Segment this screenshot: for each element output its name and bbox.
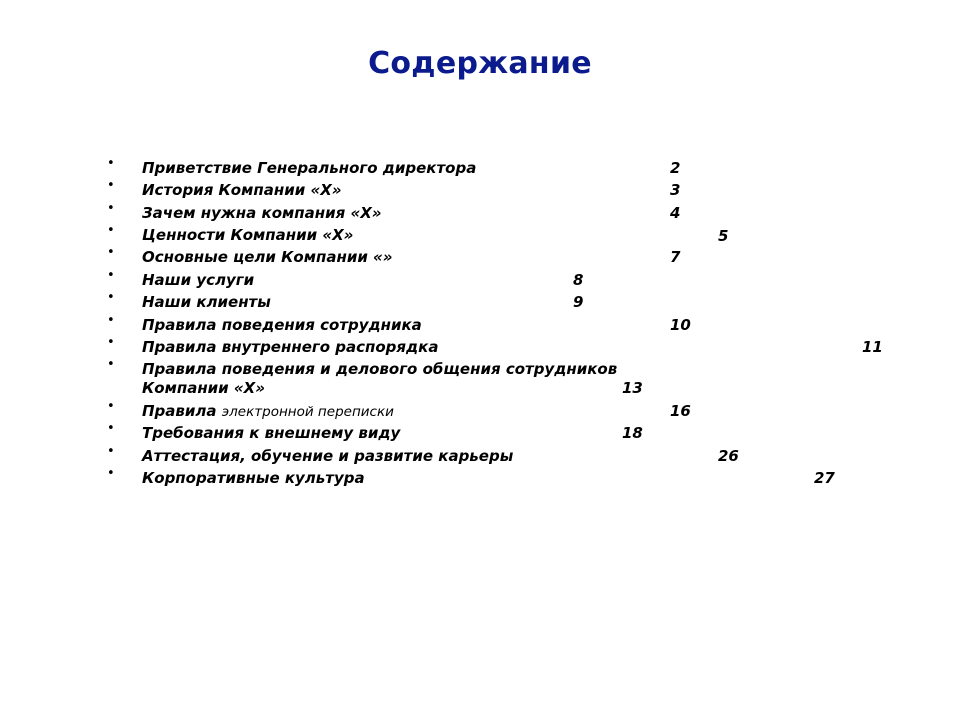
toc-entry-label (142, 360, 617, 398)
bullet-icon: • (107, 421, 115, 436)
bullet-icon: • (107, 245, 115, 260)
toc-entry-page: 18 (622, 424, 643, 442)
toc-entry-label-small: электронной переписки (221, 404, 394, 420)
toc-entry-page: 26 (718, 447, 739, 465)
toc-entry (0, 223, 960, 248)
toc-entry-page: 7 (670, 248, 681, 266)
toc-entry-label: Наши клиенты (142, 293, 271, 311)
bullet-icon: • (107, 335, 115, 350)
toc-entry-label: Основные цели Компании «» (142, 248, 393, 266)
toc-entry-label: Аттестация, обучение и развитие карьеры (142, 447, 514, 465)
toc-entry (0, 290, 960, 315)
toc-entry-label-line1: Правила поведения и делового общения сотрудников (142, 360, 618, 378)
toc-entry-label: Зачем нужна компания «Х» (142, 204, 382, 222)
toc-entry-page: 5 (718, 227, 729, 245)
toc-entry-page: 13 (622, 379, 643, 397)
toc-entry-page: 10 (670, 316, 691, 334)
toc-entry-label: История Компании «Х» (142, 181, 342, 199)
toc-entry-label: Правила поведения сотрудника (142, 316, 422, 334)
bullet-icon: • (107, 178, 115, 193)
toc-entry-page: 8 (573, 271, 584, 289)
bullet-icon: • (107, 201, 115, 216)
toc-entry-page: 2 (670, 159, 681, 177)
toc-entry (0, 399, 960, 424)
toc-entry-label: Корпоративные культура (142, 469, 365, 487)
bullet-icon: • (107, 290, 115, 305)
toc-entry (0, 357, 960, 402)
bullet-icon: • (107, 444, 115, 459)
toc-entry (0, 421, 960, 446)
toc-entry-page: 4 (670, 204, 681, 222)
bullet-icon: • (107, 156, 115, 171)
toc-entry-label: Правила внутреннего распорядка (142, 338, 439, 356)
toc-entry-label: Ценности Компании «Х» (142, 226, 354, 244)
toc-entry-label (142, 402, 394, 421)
toc-entry (0, 201, 960, 226)
toc-entry-page: 9 (573, 293, 584, 311)
toc-entry (0, 335, 960, 360)
toc-entry (0, 245, 960, 270)
bullet-icon: • (107, 357, 115, 372)
toc-entry-page: 16 (670, 402, 691, 420)
toc-entry-label: Требования к внешнему виду (142, 424, 401, 442)
toc-entry-page: 3 (670, 181, 681, 199)
toc-entry (0, 268, 960, 293)
bullet-icon: • (107, 466, 115, 481)
toc-entry (0, 178, 960, 203)
bullet-icon: • (107, 268, 115, 283)
toc-entry-label-line2: Компании «Х» (142, 379, 265, 397)
bullet-icon: • (107, 313, 115, 328)
toc-entry-label: Приветствие Генерального директора (142, 159, 477, 177)
bullet-icon: • (107, 223, 115, 238)
toc-entry-label: Наши услуги (142, 271, 255, 289)
toc-entry (0, 156, 960, 181)
page-title: Содержание (368, 46, 592, 81)
toc-entry (0, 313, 960, 338)
bullet-icon: • (107, 399, 115, 414)
toc-entry (0, 466, 960, 491)
toc-entry-page: 11 (862, 338, 883, 356)
toc-entry-label-bold: Правила (142, 402, 217, 420)
toc-entry-page: 27 (814, 469, 835, 487)
toc-entry (0, 444, 960, 469)
